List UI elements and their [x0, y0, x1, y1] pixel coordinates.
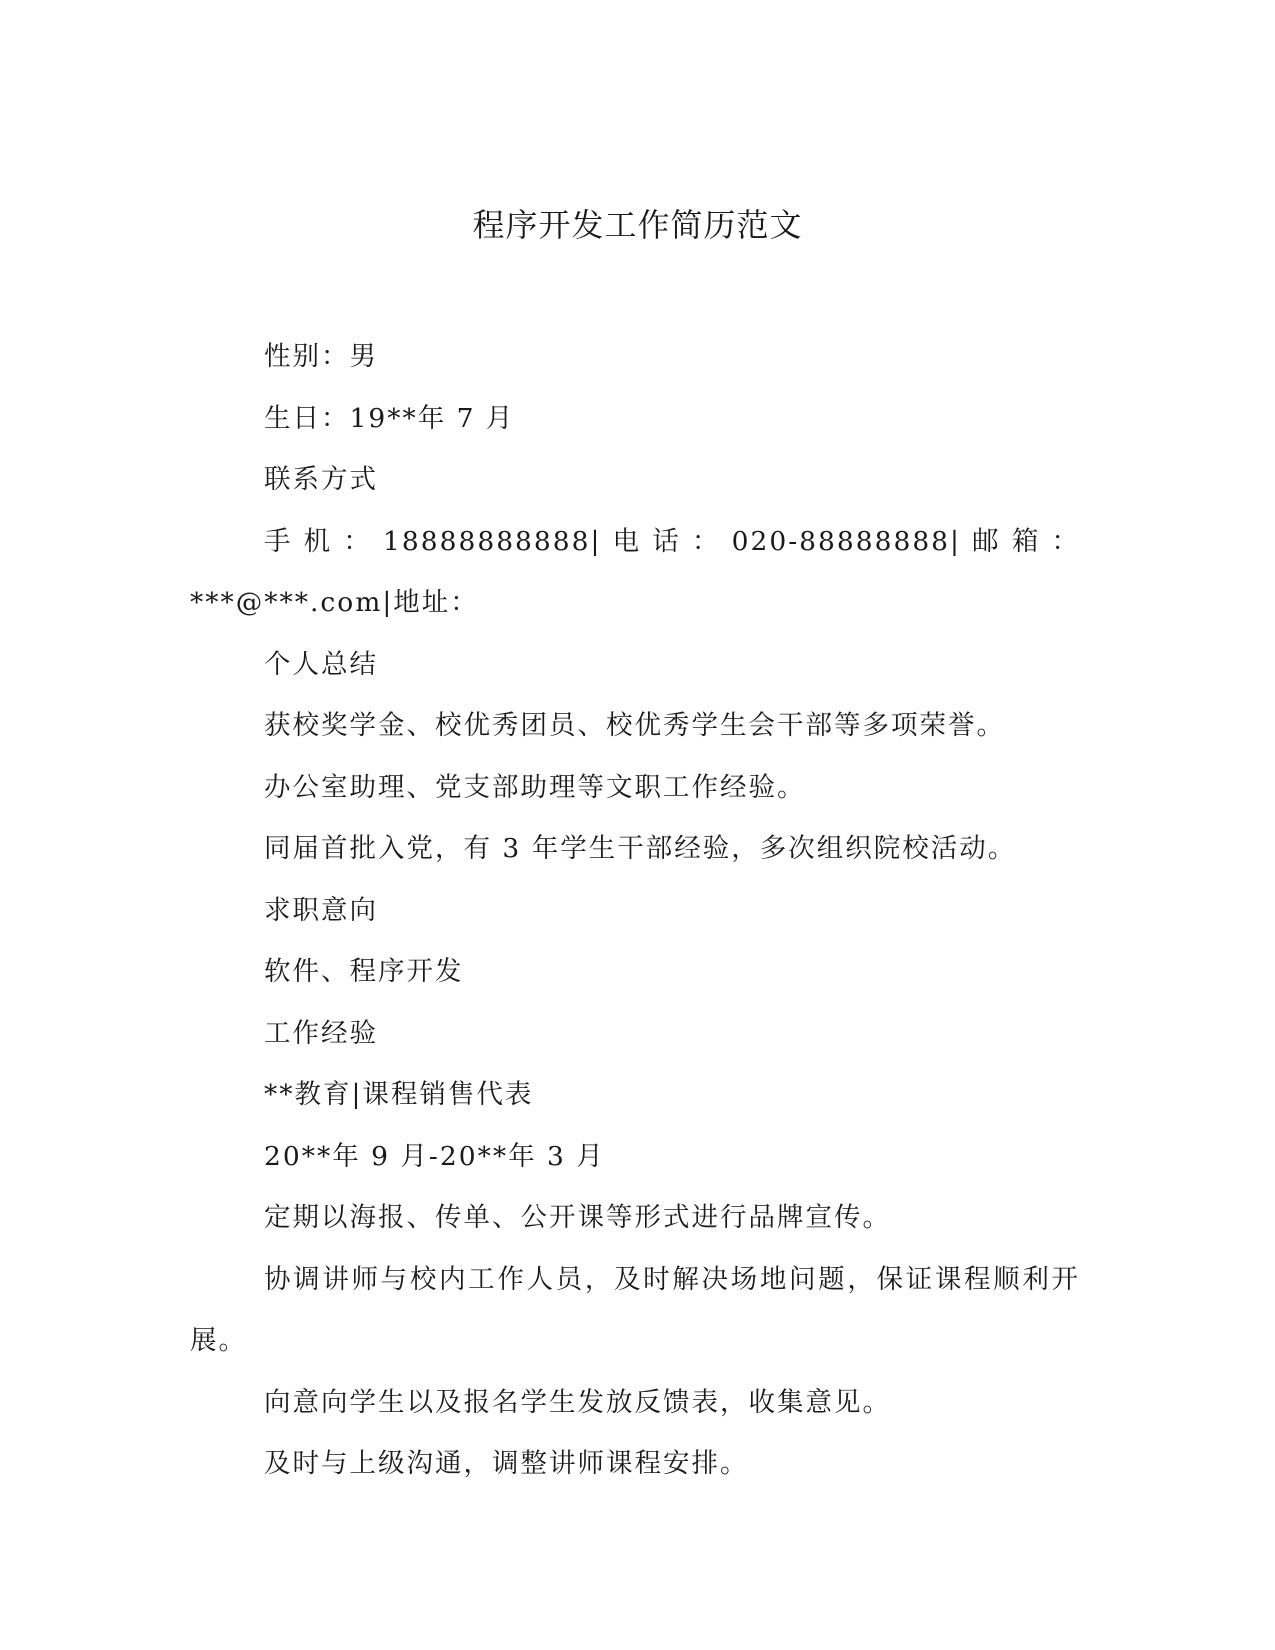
objective-text: 软件、程序开发 — [264, 956, 464, 987]
document-title: 程序开发工作简历范文 — [472, 206, 803, 244]
summary-item: 同届首批入党，有 3 年学生干部经验，多次组织院校活动。 — [264, 833, 1017, 864]
document-body — [190, 326, 1080, 1495]
job-title: **教育|课程销售代表 — [264, 1079, 534, 1110]
job-duty: 协调讲师与校内工作人员，及时解决场地问题，保证课程顺利开展。 — [190, 1263, 1080, 1356]
experience-heading: 工作经验 — [264, 1017, 378, 1049]
job-duty: 定期以海报、传单、公开课等形式进行品牌宣传。 — [264, 1202, 891, 1233]
contact-details: 手机：18888888888|电话：020-88888888|邮箱：***@***.com|地址： — [190, 525, 1080, 618]
objective-heading: 求职意向 — [264, 894, 378, 926]
job-duty: 向意向学生以及报名学生发放反馈表，收集意见。 — [264, 1386, 891, 1418]
job-period: 20**年 9 月-20**年 3 月 — [264, 1140, 605, 1172]
job-duty: 及时与上级沟通，调整讲师课程安排。 — [264, 1448, 749, 1479]
gender-line: 性别：男 — [264, 341, 378, 372]
contact-heading: 联系方式 — [264, 464, 378, 495]
summary-item: 获校奖学金、校优秀团员、校优秀学生会干部等多项荣誉。 — [264, 710, 1005, 741]
summary-item: 办公室助理、党支部助理等文职工作经验。 — [264, 771, 806, 803]
birthday-line: 生日：19**年 7 月 — [264, 402, 515, 434]
summary-heading: 个人总结 — [264, 648, 378, 680]
